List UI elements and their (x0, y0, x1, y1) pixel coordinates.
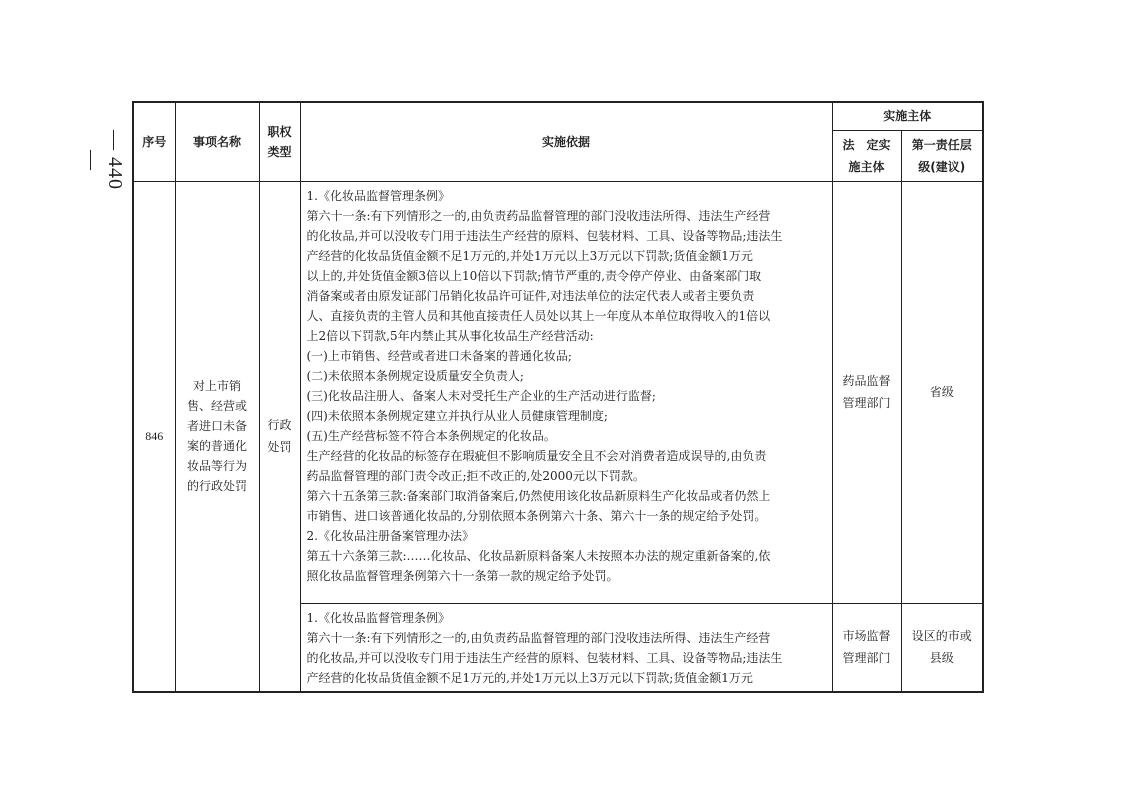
basis-line: 的化妆品,并可以没收专门用于违法生产经营的原料、包装材料、工具、设备等物品;违法生 (306, 650, 783, 665)
row-type: 行政处罚 (259, 181, 300, 692)
basis-line: 照化妆品监督管理条例第六十一条第一款的规定给予处罚。 (306, 568, 619, 583)
page-number: — 440 — (81, 130, 126, 190)
basis-line: (二)未依照本条例规定设质量安全负责人; (306, 368, 524, 383)
basis-line: 2.《化妆品注册备案管理办法》 (306, 528, 474, 543)
row-seq: 846 (133, 181, 175, 692)
basis-text-municipal (300, 603, 832, 692)
header-name: 事项名称 (175, 102, 259, 181)
header-legal-subject: 法 定实施主体 (832, 130, 901, 181)
basis-line: 第六十一条:有下列情形之一的,由负责药品监督管理的部门没收违法所得、违法生产经营 (306, 630, 771, 645)
basis-line: 1.《化妆品监督管理条例》 (306, 610, 450, 625)
matters-table (132, 101, 984, 693)
header-first-level: 第一责任层级(建议) (901, 130, 983, 181)
header-type: 职权类型 (259, 102, 300, 181)
legal-subject-municipal: 市场监督管理部门 (832, 603, 901, 692)
basis-line: (三)化妆品注册人、备案人未对受托生产企业的生产活动进行监督; (306, 388, 656, 403)
basis-line: (一)上市销售、经营或者进口未备案的普通化妆品; (306, 348, 572, 363)
basis-line: 的化妆品,并可以没收专门用于违法生产经营的原料、包装材料、工具、设备等物品;违法生 (306, 228, 783, 243)
basis-line: 生产经营的化妆品的标签存在瑕疵但不影响质量安全且不会对消费者造成误导的,由负责 (306, 448, 767, 463)
header-subject: 实施主体 (832, 102, 983, 130)
basis-line: 人、直接负责的主管人员和其他直接责任人员处以其上一年度从本单位取得收入的1倍以 (306, 308, 771, 323)
basis-line: 1.《化妆品监督管理条例》 (306, 188, 450, 203)
basis-line: 消备案或者由原发证部门吊销化妆品许可证件,对违法单位的法定代表人或者主要负责 (306, 288, 755, 303)
basis-line: 第五十六条第三款:……化妆品、化妆品新原料备案人未按照本办法的规定重新备案的,依 (306, 548, 771, 563)
row-name: 对上市销售、经营或者进口未备案的普通化妆品等行为的行政处罚 (175, 181, 259, 692)
first-level-provincial: 省级 (901, 181, 983, 603)
basis-line: 上2倍以下罚款,5年内禁止其从事化妆品生产经营活动: (306, 328, 594, 343)
basis-line: 市销售、进口该普通化妆品的,分别依照本条例第六十条、第六十一条的规定给予处罚。 (306, 508, 767, 523)
legal-subject-provincial: 药品监督管理部门 (832, 181, 901, 603)
basis-line: 以上的,并处货值金额3倍以上10倍以下罚款;情节严重的,责令停产停业、由备案部门取 (306, 268, 762, 283)
basis-line: 产经营的化妆品货值金额不足1万元的,并处1万元以上3万元以下罚款;货值金额1万元 (306, 670, 753, 685)
basis-line: (四)未依照本条例规定建立并执行从业人员健康管理制度; (306, 408, 608, 423)
basis-line: 第六十五条第三款:备案部门取消备案后,仍然使用该化妆品新原料生产化妆品或者仍然上 (306, 488, 771, 503)
first-level-municipal: 设区的市或县级 (901, 603, 983, 692)
table-row (133, 181, 983, 603)
header-basis: 实施依据 (300, 102, 832, 181)
basis-line: 产经营的化妆品货值金额不足1万元的,并处1万元以上3万元以下罚款;货值金额1万元 (306, 248, 753, 263)
basis-line: 第六十一条:有下列情形之一的,由负责药品监督管理的部门没收违法所得、违法生产经营 (306, 208, 771, 223)
basis-text-provincial (300, 181, 832, 603)
basis-line: 药品监督管理的部门责令改正;拒不改正的,处2000元以下罚款。 (306, 468, 645, 483)
header-seq: 序号 (133, 102, 175, 181)
basis-line: (五)生产经营标签不符合本条例规定的化妆品。 (306, 428, 556, 443)
